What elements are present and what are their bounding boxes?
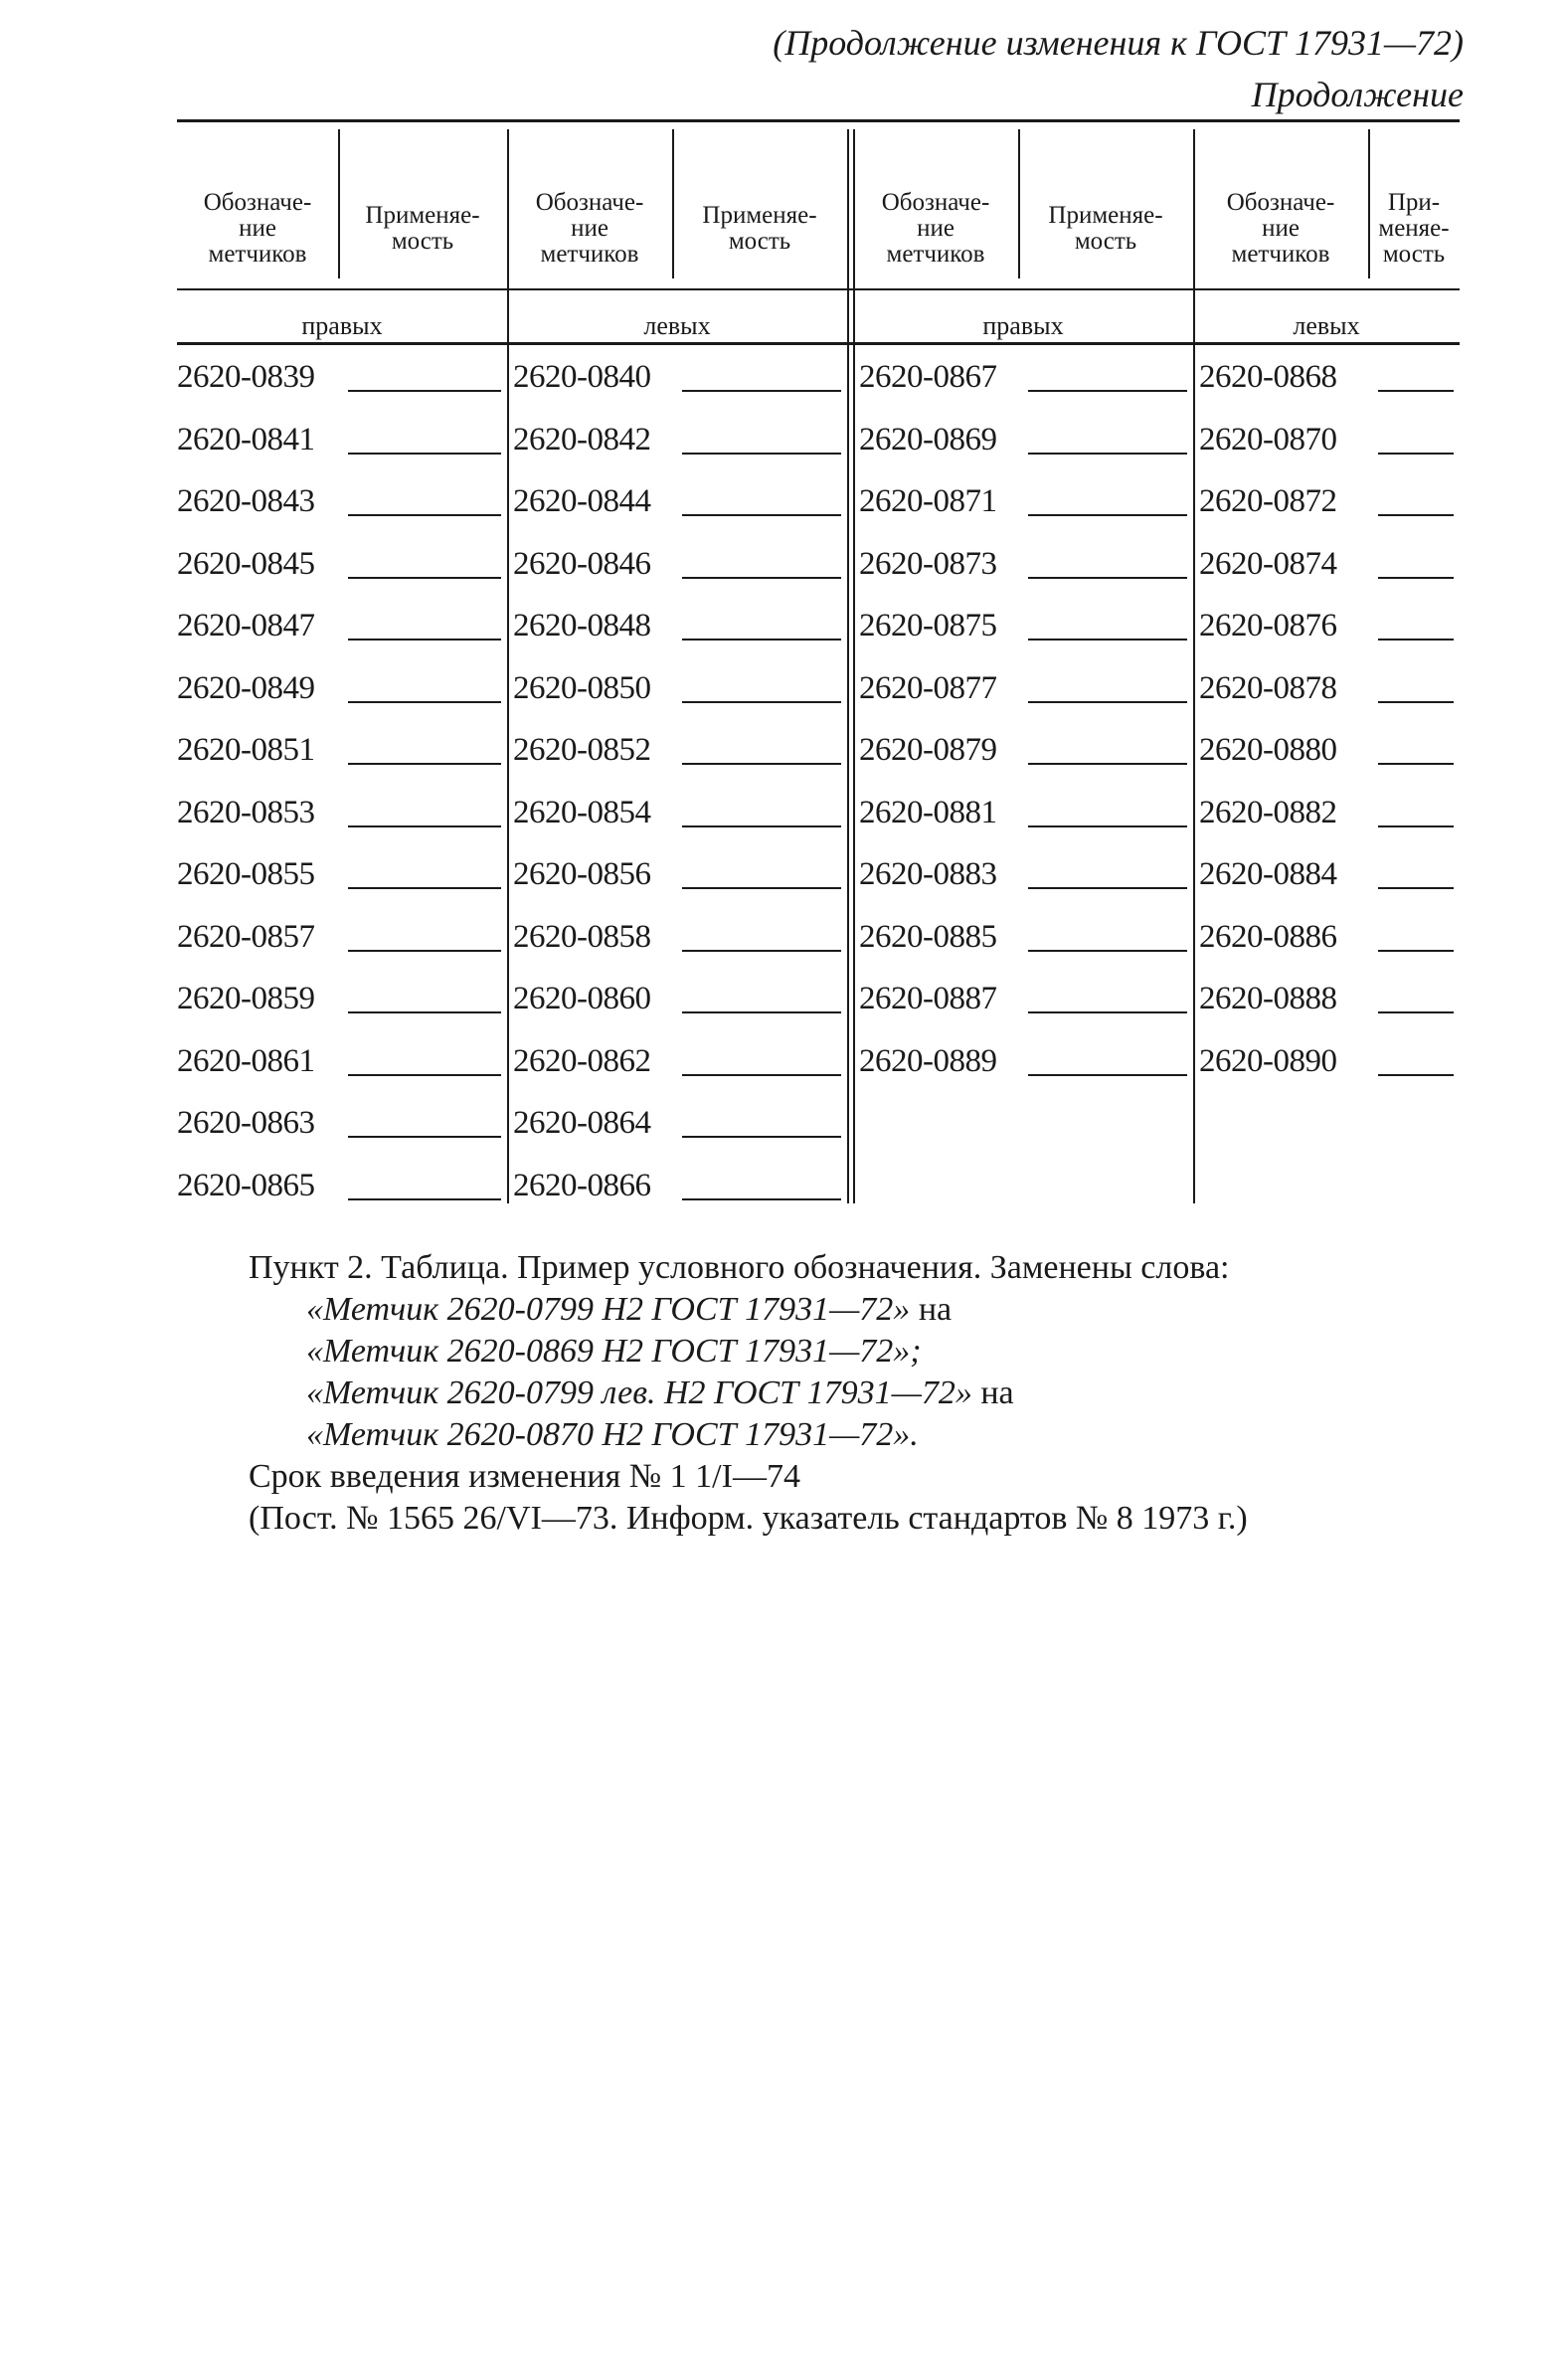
tap-designation: 2620-0862 bbox=[513, 1042, 651, 1079]
tap-designation: 2620-0858 bbox=[513, 918, 651, 955]
applicability-blank bbox=[1028, 577, 1187, 579]
note-line: «Метчик 2620-0869 Н2 ГОСТ 17931—72»; bbox=[306, 1333, 922, 1370]
tap-designation: 2620-0842 bbox=[513, 421, 651, 458]
tap-designation: 2620-0888 bbox=[1199, 981, 1337, 1016]
applicability-blank bbox=[348, 639, 501, 641]
tap-designation: 2620-0852 bbox=[513, 732, 651, 768]
tap-designation: 2620-0866 bbox=[513, 1167, 651, 1203]
tap-designation: 2620-0848 bbox=[513, 608, 651, 643]
tap-designation: 2620-0867 bbox=[859, 359, 997, 395]
applicability-blank bbox=[1378, 390, 1454, 392]
tap-designation: 2620-0884 bbox=[1199, 856, 1337, 892]
tap-designation: 2620-0870 bbox=[1199, 421, 1337, 458]
applicability-blank bbox=[682, 887, 841, 889]
applicability-blank bbox=[1028, 763, 1187, 765]
group-left: левых bbox=[1293, 311, 1360, 340]
tap-designation: 2620-0890 bbox=[1199, 1042, 1337, 1079]
tap-designation: 2620-0849 bbox=[177, 669, 315, 706]
col-divider bbox=[847, 129, 849, 1203]
applicability-blank bbox=[1028, 453, 1187, 455]
col-divider bbox=[507, 129, 509, 1203]
tap-designation: 2620-0868 bbox=[1199, 359, 1337, 395]
applicability-blank bbox=[348, 577, 501, 579]
applicability-blank bbox=[682, 825, 841, 827]
applicability-blank bbox=[1378, 514, 1454, 516]
applicability-blank bbox=[1378, 453, 1454, 455]
tap-designation: 2620-0859 bbox=[177, 981, 315, 1016]
applicability-blank bbox=[348, 453, 501, 455]
applicability-blank bbox=[1028, 390, 1187, 392]
tap-designation: 2620-0876 bbox=[1199, 608, 1337, 643]
group-right: правых bbox=[301, 311, 383, 340]
applicability-blank bbox=[682, 1074, 841, 1076]
continued-label: Продолжение bbox=[1251, 75, 1464, 114]
header-applicability: Применяе- мость bbox=[702, 202, 817, 255]
tap-designation: 2620-0874 bbox=[1199, 545, 1337, 582]
applicability-blank bbox=[348, 514, 501, 516]
applicability-blank bbox=[348, 763, 501, 765]
tap-designation: 2620-0845 bbox=[177, 545, 315, 582]
applicability-blank bbox=[682, 1136, 841, 1138]
applicability-blank bbox=[1028, 1074, 1187, 1076]
col-divider bbox=[1193, 129, 1195, 1203]
amendment-notes bbox=[249, 1247, 1472, 1540]
tap-designation: 2620-0863 bbox=[177, 1105, 315, 1141]
tap-designation: 2620-0839 bbox=[177, 359, 315, 395]
header-designation: Обозначе- ние метчиков bbox=[1226, 189, 1335, 268]
applicability-blank bbox=[1378, 701, 1454, 703]
applicability-blank bbox=[1378, 1074, 1454, 1076]
applicability-blank bbox=[682, 453, 841, 455]
applicability-blank bbox=[348, 701, 501, 703]
tap-designation: 2620-0864 bbox=[513, 1105, 651, 1141]
tap-designation: 2620-0882 bbox=[1199, 794, 1337, 830]
applicability-blank bbox=[1378, 639, 1454, 641]
tap-designation: 2620-0847 bbox=[177, 608, 315, 643]
applicability-blank bbox=[682, 950, 841, 952]
applicability-blank bbox=[682, 701, 841, 703]
group-right: правых bbox=[982, 311, 1064, 340]
tap-designation: 2620-0840 bbox=[513, 359, 651, 395]
applicability-blank bbox=[1028, 514, 1187, 516]
tap-designation: 2620-0854 bbox=[513, 794, 651, 830]
applicability-blank bbox=[348, 1011, 501, 1013]
header-applicability: При- меняе- мость bbox=[1378, 189, 1450, 268]
applicability-blank bbox=[682, 1011, 841, 1013]
note-line: «Метчик 2620-0799 лев. Н2 ГОСТ 17931—72» на bbox=[306, 1374, 1014, 1411]
applicability-blank bbox=[348, 390, 501, 392]
applicability-blank bbox=[348, 1198, 501, 1200]
tap-designation: 2620-0887 bbox=[859, 981, 997, 1016]
table-top-rule bbox=[177, 119, 1460, 122]
tap-designation: 2620-0869 bbox=[859, 421, 997, 458]
tap-designation: 2620-0880 bbox=[1199, 732, 1337, 768]
tap-designation: 2620-0844 bbox=[513, 483, 651, 519]
header-applicability: Применяе- мость bbox=[1048, 202, 1163, 255]
col-divider bbox=[853, 129, 855, 1203]
tap-designation: 2620-0851 bbox=[177, 732, 315, 768]
applicability-blank bbox=[682, 514, 841, 516]
applicability-blank bbox=[1028, 825, 1187, 827]
continuation-header: (Продолжение изменения к ГОСТ 17931—72) bbox=[773, 23, 1464, 63]
tap-designation: 2620-0856 bbox=[513, 856, 651, 892]
applicability-blank bbox=[682, 577, 841, 579]
tap-designation: 2620-0861 bbox=[177, 1042, 315, 1079]
applicability-blank bbox=[348, 825, 501, 827]
header-rule bbox=[177, 288, 1460, 290]
applicability-blank bbox=[348, 1136, 501, 1138]
tap-designation: 2620-0872 bbox=[1199, 483, 1337, 519]
tap-designation: 2620-0860 bbox=[513, 981, 651, 1016]
applicability-blank bbox=[1378, 1011, 1454, 1013]
tap-designation: 2620-0879 bbox=[859, 732, 997, 768]
applicability-blank bbox=[682, 390, 841, 392]
applicability-blank bbox=[1028, 950, 1187, 952]
note-line: Срок введения изменения № 1 1/I—74 bbox=[249, 1458, 800, 1495]
tap-designation: 2620-0889 bbox=[859, 1042, 997, 1079]
tap-designation: 2620-0883 bbox=[859, 856, 997, 892]
applicability-blank bbox=[682, 639, 841, 641]
tap-designation: 2620-0841 bbox=[177, 421, 315, 458]
header-designation: Обозначе- ние метчиков bbox=[881, 189, 990, 268]
note-line: «Метчик 2620-0799 Н2 ГОСТ 17931—72» на bbox=[306, 1291, 953, 1328]
applicability-blank bbox=[1378, 763, 1454, 765]
tap-designation: 2620-0881 bbox=[859, 794, 997, 830]
note-line: (Пост. № 1565 26/VI—73. Информ. указатель стандартов № 8 1973 г.) bbox=[249, 1500, 1248, 1537]
tap-designation: 2620-0846 bbox=[513, 545, 651, 582]
applicability-blank bbox=[1378, 887, 1454, 889]
group-left: левых bbox=[643, 311, 711, 340]
tap-designation: 2620-0878 bbox=[1199, 669, 1337, 706]
tap-designation: 2620-0871 bbox=[859, 483, 997, 519]
applicability-blank bbox=[1378, 825, 1454, 827]
tap-designation: 2620-0850 bbox=[513, 669, 651, 706]
tap-designation: 2620-0865 bbox=[177, 1167, 315, 1203]
applicability-blank bbox=[1028, 887, 1187, 889]
applicability-blank bbox=[348, 887, 501, 889]
applicability-blank bbox=[1378, 577, 1454, 579]
header-designation: Обозначе- ние метчиков bbox=[535, 189, 644, 268]
tap-designation: 2620-0853 bbox=[177, 794, 315, 830]
header-applicability: Применяе- мость bbox=[365, 202, 480, 255]
tap-designation: 2620-0885 bbox=[859, 918, 997, 955]
tap-designation: 2620-0877 bbox=[859, 669, 997, 706]
note-line: «Метчик 2620-0870 Н2 ГОСТ 17931—72». bbox=[306, 1416, 919, 1453]
tap-designation: 2620-0857 bbox=[177, 918, 315, 955]
tap-designation: 2620-0886 bbox=[1199, 918, 1337, 955]
header-designation: Обозначе- ние метчиков bbox=[203, 189, 312, 268]
applicability-blank bbox=[1378, 950, 1454, 952]
tap-designation: 2620-0843 bbox=[177, 483, 315, 519]
applicability-blank bbox=[682, 1198, 841, 1200]
taps-table bbox=[177, 119, 1460, 1213]
applicability-blank bbox=[348, 950, 501, 952]
applicability-blank bbox=[1028, 1011, 1187, 1013]
applicability-blank bbox=[682, 763, 841, 765]
applicability-blank bbox=[1028, 639, 1187, 641]
applicability-blank bbox=[1028, 701, 1187, 703]
applicability-blank bbox=[348, 1074, 501, 1076]
tap-designation: 2620-0875 bbox=[859, 608, 997, 643]
note-line: Пункт 2. Таблица. Пример условного обозначения. Заменены слова: bbox=[249, 1249, 1230, 1286]
tap-designation: 2620-0855 bbox=[177, 856, 315, 892]
tap-designation: 2620-0873 bbox=[859, 545, 997, 582]
